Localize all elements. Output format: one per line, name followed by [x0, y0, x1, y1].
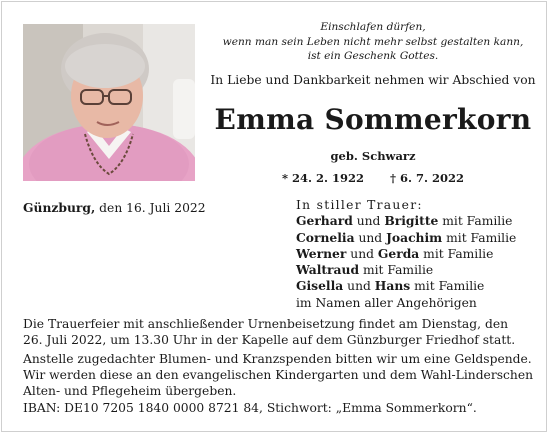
mourner-name: Gerhard: [296, 213, 353, 229]
ceremony-paragraph: [23, 316, 538, 348]
motto-line-1: Einschlafen dürfen,: [320, 21, 426, 33]
donation-iban: IBAN: DE10 7205 1840 0000 8721 84, Stichwort: „Emma Sommerkorn“.: [23, 400, 477, 415]
maiden-name: geb. Schwarz: [330, 149, 416, 163]
mourners-closing: im Namen aller Angehörigen: [296, 295, 477, 310]
mourner-name: Joachim: [386, 229, 443, 245]
mourner-rest: mit Familie: [438, 214, 513, 229]
intro-text: In Liebe und Dankbarkeit nehmen wir Abschied von: [210, 73, 536, 87]
mourner-rest: mit Familie: [419, 246, 494, 261]
mourner-name: Werner: [296, 245, 347, 261]
place-and-date: [23, 200, 206, 215]
life-dates: [205, 171, 541, 185]
motto-line-3: ist ein Geschenk Gottes.: [307, 50, 439, 63]
mourner-sep: und: [352, 214, 385, 229]
mourner-name: Gisella: [296, 278, 344, 294]
mourner-name: Gerda: [377, 245, 420, 261]
mourner-line: [296, 262, 516, 278]
mourner-line: [296, 213, 516, 229]
donation-line-1: Anstelle zugedachter Blumen- und Kranzspenden bitten wir um eine Geldspende.: [23, 352, 532, 366]
donation-line-2: Wir werden diese an den evangelischen Kindergarten und dem Wahl-Linderschen: [23, 368, 534, 383]
deceased-name: Emma Sommerkorn: [214, 103, 532, 136]
mourner-name: Cornelia: [296, 229, 355, 245]
mourner-name: Brigitte: [384, 213, 439, 229]
ceremony-line-1: Die Trauerfeier mit anschließender Urnenbeisetzung findet am Dienstag, den: [23, 317, 509, 331]
date: den 16. Juli 2022: [95, 201, 206, 215]
mourner-rest: mit Familie: [359, 263, 434, 278]
place: Günzburg,: [23, 200, 96, 215]
mourner-name: Hans: [374, 278, 411, 294]
mourner-sep: und: [354, 230, 387, 245]
mourner-rest: mit Familie: [442, 230, 517, 245]
ceremony-line-2: 26. Juli 2022, um 13.30 Uhr in der Kapelle auf dem Günzburger Friedhof statt.: [23, 333, 516, 348]
motto: [205, 20, 541, 64]
mourners-heading: In stiller Trauer:: [296, 198, 423, 212]
mourner-line: [296, 278, 516, 294]
mourner-rest: mit Familie: [410, 279, 485, 294]
mourner-sep: und: [343, 279, 375, 294]
mourner-sep: und: [346, 246, 378, 261]
death-date: † 6. 7. 2022: [390, 171, 465, 185]
mourner-line: [296, 230, 516, 246]
donation-paragraph: [23, 351, 538, 416]
portrait-photo: [23, 24, 195, 181]
mourner-line: [296, 246, 516, 262]
mourner-name: Waltraud: [296, 262, 360, 278]
mourners-list: [296, 197, 516, 311]
motto-line-2: wenn man sein Leben nicht mehr selbst gestalten kann,: [222, 35, 524, 48]
donation-line-3: Alten- und Pflegeheim übergeben.: [23, 384, 237, 399]
birth-date: * 24. 2. 1922: [281, 171, 364, 185]
